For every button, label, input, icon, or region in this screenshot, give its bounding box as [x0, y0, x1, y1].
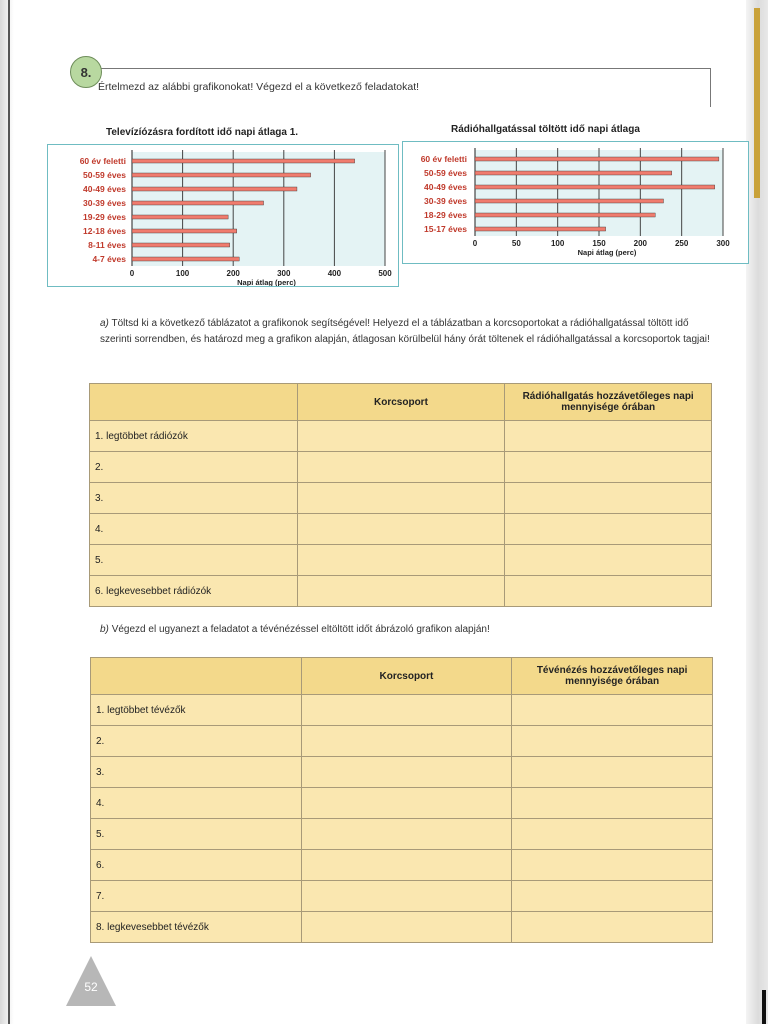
table-tv-group-cell[interactable] — [301, 912, 512, 943]
table-radio-row-label: 4. — [90, 514, 298, 545]
page-spine-line — [8, 0, 10, 1024]
table-radio-group-cell[interactable] — [297, 576, 505, 607]
tv-chart-category-label: 40-49 éves — [82, 184, 126, 194]
table-tv-amount-cell[interactable] — [512, 850, 713, 881]
table-radio-group-cell[interactable] — [297, 452, 505, 483]
tv-chart-tick-label: 0 — [129, 269, 135, 278]
table-radio-amount-cell[interactable] — [505, 514, 712, 545]
task-b — [100, 624, 490, 635]
table-tv-row — [91, 788, 713, 819]
radio-chart-tick-label: 0 — [472, 239, 478, 248]
exercise-number: 8. — [80, 64, 92, 80]
tv-chart-category-label: 60 év feletti — [79, 156, 126, 166]
table-radio-group-cell[interactable] — [297, 483, 505, 514]
table-radio-row-label: 3. — [90, 483, 298, 514]
page-edge-dark — [762, 990, 766, 1024]
table-tv-header — [91, 658, 713, 695]
table-tv-group-cell[interactable] — [301, 850, 512, 881]
tv-chart-bar — [132, 187, 297, 191]
tv-chart — [47, 144, 399, 287]
page-edge-accent — [754, 8, 760, 198]
radio-chart-bar — [475, 171, 672, 175]
table-radio-row — [90, 576, 712, 607]
tv-chart-category-label: 8-11 éves — [88, 240, 126, 250]
table-radio-amount-cell[interactable] — [505, 545, 712, 576]
table-tv-row-label: 7. — [91, 881, 302, 912]
radio-chart-tick-label: 100 — [550, 239, 565, 248]
tv-chart-bar — [132, 159, 355, 163]
table-radio-row — [90, 545, 712, 576]
table-tv-amount-cell[interactable] — [512, 788, 713, 819]
page-number: 52 — [84, 980, 98, 994]
radio-chart-x-axis-label: Napi átlag (perc) — [577, 248, 637, 257]
table-tv-group-cell[interactable] — [301, 726, 512, 757]
table-tv-row-label: 8. legkevesebbet tévézők — [91, 912, 302, 943]
table-tv-header-amount: Tévénézés hozzávetőleges napi mennyisége órában — [512, 658, 713, 695]
table-tv-row — [91, 819, 713, 850]
table-tv-amount-cell[interactable] — [512, 726, 713, 757]
table-tv-group-cell[interactable] — [301, 881, 512, 912]
radio-chart-bar — [475, 185, 715, 189]
table-tv-row-label: 5. — [91, 819, 302, 850]
table-tv-amount-cell[interactable] — [512, 912, 713, 943]
table-radio-row — [90, 514, 712, 545]
table-tv-row — [91, 726, 713, 757]
radio-chart-title: Rádióhallgatással töltött idő napi átlaga — [451, 124, 640, 135]
radio-chart-category-label: 50-59 éves — [423, 168, 467, 178]
table-tv-row-label: 1. legtöbbet tévézők — [91, 695, 302, 726]
table-radio-row-label: 6. legkevesebbet rádiózók — [90, 576, 298, 607]
radio-chart-tick-label: 150 — [592, 239, 606, 248]
table-tv-row-label: 6. — [91, 850, 302, 881]
table-radio-row — [90, 421, 712, 452]
table-radio-row-label: 5. — [90, 545, 298, 576]
exercise-instruction: Értelmezd az alábbi grafikonokat! Végezd el a következő feladatokat! — [98, 81, 420, 93]
tv-chart-tick-label: 300 — [277, 269, 291, 278]
radio-chart-svg — [403, 142, 748, 263]
task-b-label: b) — [100, 624, 109, 635]
task-a-label: a) — [100, 318, 109, 329]
table-radio-amount-cell[interactable] — [505, 452, 712, 483]
radio-chart-category-label: 15-17 éves — [423, 224, 467, 234]
table-radio-header-amount: Rádióhallgatás hozzávetőleges napi mennyisége órában — [505, 384, 712, 421]
radio-chart-tick-label: 300 — [716, 239, 730, 248]
table-tv-row — [91, 912, 713, 943]
radio-chart-bar — [475, 213, 655, 217]
table-tv-group-cell[interactable] — [301, 695, 512, 726]
table-tv-row — [91, 695, 713, 726]
table-radio-row-label: 2. — [90, 452, 298, 483]
tv-chart-bar — [132, 215, 228, 219]
radio-chart-bar — [475, 157, 719, 161]
tv-chart-plot-area — [132, 152, 385, 266]
table-radio-group-cell[interactable] — [297, 421, 505, 452]
tv-chart-tick-label: 100 — [175, 269, 190, 278]
radio-chart-category-label: 40-49 éves — [423, 182, 467, 192]
tv-chart-bar — [132, 229, 237, 233]
tv-chart-bar — [132, 201, 264, 205]
radio-chart-tick-label: 50 — [511, 239, 521, 248]
tv-chart-category-label: 30-39 éves — [82, 198, 126, 208]
table-radio-group-cell[interactable] — [297, 545, 505, 576]
table-tv-amount-cell[interactable] — [512, 819, 713, 850]
table-radio-header — [90, 384, 712, 421]
radio-chart-bar — [475, 199, 663, 203]
table-radio-row — [90, 483, 712, 514]
tv-chart-bar — [132, 257, 239, 261]
radio-chart-category-label: 18-29 éves — [423, 210, 467, 220]
radio-chart-tick-label: 250 — [674, 239, 689, 248]
tv-chart-tick-label: 200 — [226, 269, 240, 278]
table-tv-header-group: Korcsoport — [301, 658, 512, 695]
table-tv-group-cell[interactable] — [301, 757, 512, 788]
radio-chart-bar — [475, 227, 606, 231]
task-a-text: Töltsd ki a következő táblázatot a grafikonok segítségével! Helyezd el a táblázatban a korcsoportokat a rádióhallgatással töltött idő szerinti sorrendben, és határozd meg a grafikon alapján, átlagosan körülbelül hány órát töltenek el rádióhallgatással a korcsoportok tagjai! — [100, 318, 710, 345]
task-b-text: Végezd el ugyanezt a feladatot a tévénézéssel eltöltött időt ábrázoló grafikon alapján! — [111, 624, 490, 635]
tv-chart-x-axis-label: Napi átlag (perc) — [237, 278, 296, 286]
table-radio-group-cell[interactable] — [297, 514, 505, 545]
table-tv-row — [91, 757, 713, 788]
radio-chart-category-label: 30-39 éves — [423, 196, 467, 206]
table-radio-amount-cell[interactable] — [505, 576, 712, 607]
table-radio-header-empty — [90, 384, 298, 421]
table-tv-row-label: 2. — [91, 726, 302, 757]
tv-chart-category-label: 50-59 éves — [82, 170, 126, 180]
table-radio-row — [90, 452, 712, 483]
tv-chart-tick-label: 400 — [327, 269, 342, 278]
table-tv-group-cell[interactable] — [301, 819, 512, 850]
table-radio-amount-cell[interactable] — [505, 421, 712, 452]
tv-chart-bar — [132, 243, 230, 247]
table-radio — [89, 383, 712, 607]
table-tv-row — [91, 881, 713, 912]
tv-chart-bar — [132, 173, 311, 177]
tv-chart-svg — [48, 145, 398, 286]
table-tv — [90, 657, 713, 943]
tv-chart-tick-label: 500 — [378, 269, 392, 278]
table-tv-row-label: 4. — [91, 788, 302, 819]
table-tv-amount-cell[interactable] — [512, 881, 713, 912]
table-tv-amount-cell[interactable] — [512, 757, 713, 788]
tv-chart-category-label: 4-7 éves — [92, 254, 126, 264]
table-tv-amount-cell[interactable] — [512, 695, 713, 726]
table-tv-header-empty — [91, 658, 302, 695]
radio-chart-tick-label: 200 — [633, 239, 648, 248]
table-radio-header-group: Korcsoport — [297, 384, 505, 421]
tv-chart-category-label: 12-18 éves — [82, 226, 126, 236]
radio-chart — [402, 141, 749, 264]
radio-chart-category-label: 60 év feletti — [420, 154, 467, 164]
tv-chart-category-label: 19-29 éves — [82, 212, 126, 222]
table-radio-row-label: 1. legtöbbet rádiózók — [90, 421, 298, 452]
page-spine-shadow — [0, 0, 14, 1024]
tv-chart-title: Televízíózásra fordított idő napi átlaga 1. — [106, 127, 299, 138]
table-tv-row — [91, 850, 713, 881]
table-tv-group-cell[interactable] — [301, 788, 512, 819]
task-a — [100, 316, 710, 348]
table-radio-amount-cell[interactable] — [505, 483, 712, 514]
table-tv-row-label: 3. — [91, 757, 302, 788]
